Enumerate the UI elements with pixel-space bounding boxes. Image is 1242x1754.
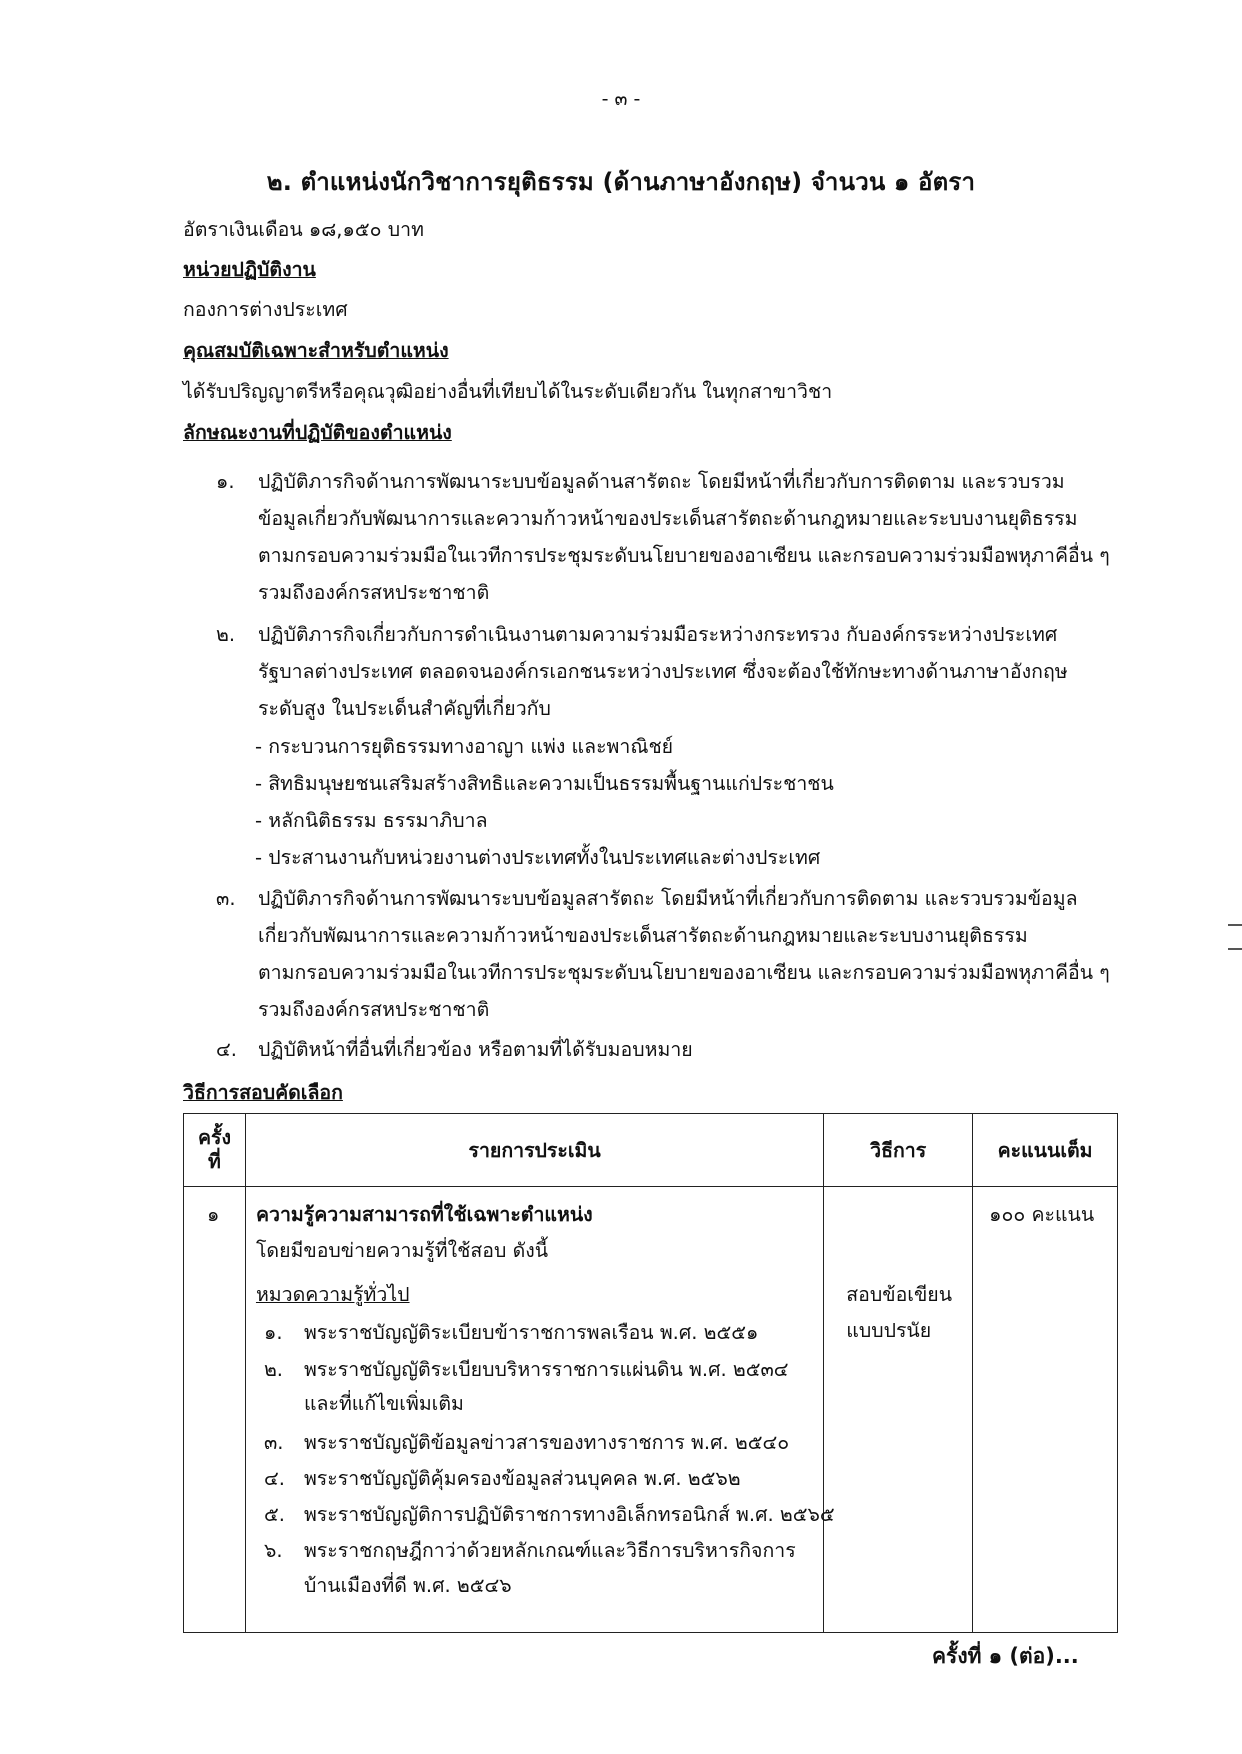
- unit-text: กองการต่างประเทศ: [183, 298, 348, 321]
- law-line: พระราชบัญญัติระเบียบบริหารราชการแผ่นดิน พ.ศ. ๒๕๓๔: [303, 1358, 789, 1381]
- table-header-row: [184, 1114, 1118, 1187]
- duty-line: ตามกรอบความร่วมมือในเวทีการประชุมระดับนโยบายของอาเซียน และกรอบความร่วมมือพหุภาคีอื่น ๆ: [258, 961, 1110, 984]
- law-line: พระราชบัญญัติคุ้มครองข้อมูลส่วนบุคคล พ.ศ. ๒๕๖๒: [303, 1467, 741, 1490]
- duty-line: รัฐบาลต่างประเทศ ตลอดจนองค์กรเอกชนระหว่างประเทศ ซึ่งจะต้องใช้ทักษะทางด้านภาษาอังกฤษ: [258, 660, 1068, 683]
- duty-bullet: - กระบวนการยุติธรรมทางอาญา แพ่ง และพาณิชย์: [255, 735, 674, 758]
- unit-heading: หน่วยปฏิบัติงาน: [183, 258, 316, 281]
- duty-number: ๒.: [216, 623, 236, 646]
- page-number: - ๓ -: [601, 88, 641, 110]
- cell-method: [824, 1187, 973, 1633]
- qualification-heading: คุณสมบัติเฉพาะสำหรับตำแหน่ง: [183, 339, 449, 362]
- qualification-text: ได้รับปริญญาตรีหรือคุณวุฒิอย่างอื่นที่เทียบได้ในระดับเดียวกัน ในทุกสาขาวิชา: [183, 380, 833, 403]
- header-round-line: ที่: [208, 1150, 221, 1173]
- header-round: [184, 1114, 246, 1187]
- duty-line: ปฏิบัติภารกิจด้านการพัฒนาระบบข้อมูลด้านสารัตถะ โดยมีหน้าที่เกี่ยวกับการติดตาม และรวบรวม: [258, 470, 1065, 493]
- method-line: สอบข้อเขียน: [846, 1283, 953, 1306]
- cell-score: [973, 1187, 1118, 1633]
- round-value: ๑: [207, 1203, 220, 1226]
- law-line: พระราชกฤษฎีกาว่าด้วยหลักเกณฑ์และวิธีการบริหารกิจการ: [303, 1539, 796, 1562]
- selection-heading: วิธีการสอบคัดเลือก: [183, 1081, 343, 1104]
- cell-item: [245, 1187, 835, 1633]
- law-line: พระราชบัญญัติข้อมูลข่าวสารของทางราชการ พ.ศ. ๒๕๔๐: [303, 1431, 790, 1454]
- scan-edge-mark: [1228, 948, 1242, 950]
- duties-heading: ลักษณะงานที่ปฏิบัติของตำแหน่ง: [183, 421, 452, 444]
- score-value: ๑๐๐ คะแนน: [989, 1203, 1095, 1226]
- duty-bullet: - หลักนิติธรรม ธรรมาภิบาล: [255, 809, 488, 832]
- law-number: ๔.: [263, 1467, 285, 1490]
- duty-bullet: - ประสานงานกับหน่วยงานต่างประเทศทั้งในประเทศและต่างประเทศ: [255, 846, 821, 869]
- exam-table: [183, 1113, 1118, 1633]
- duty-line: ปฏิบัติหน้าที่อื่นที่เกี่ยวข้อง หรือตามที่ได้รับมอบหมาย: [258, 1038, 693, 1061]
- cell-round: [184, 1187, 246, 1633]
- law-number: ๑.: [263, 1321, 283, 1344]
- duty-line: ข้อมูลเกี่ยวกับพัฒนาการและความก้าวหน้าของประเด็นสารัตถะด้านกฎหมายและระบบงานยุติธรรม: [258, 507, 1078, 530]
- table-row: [184, 1187, 1118, 1633]
- law-line: บ้านเมืองที่ดี พ.ศ. ๒๕๔๖: [303, 1574, 512, 1597]
- duty-number: ๓.: [216, 887, 236, 910]
- law-number: ๒.: [263, 1358, 284, 1381]
- header-item: รายการประเมิน: [245, 1114, 823, 1187]
- law-number: ๕.: [263, 1503, 285, 1526]
- duty-line: ปฏิบัติภารกิจด้านการพัฒนาระบบข้อมูลสารัตถะ โดยมีหน้าที่เกี่ยวกับการติดตาม และรวบรวมข้อมูล: [258, 887, 1078, 910]
- law-number: ๖.: [263, 1539, 283, 1562]
- duty-line: เกี่ยวกับพัฒนาการและความก้าวหน้าของประเด็นสารัตถะด้านกฎหมายและระบบงานยุติธรรม: [258, 924, 1028, 947]
- continuation-note: ครั้งที่ ๑ (ต่อ)...: [932, 1644, 1079, 1668]
- position-title: ๒. ตำแหน่งนักวิชาการยุติธรรม (ด้านภาษาอังกฤษ) จำนวน ๑ อัตรา: [266, 168, 976, 196]
- duty-bullet: - สิทธิมนุษยชนเสริมสร้างสิทธิและความเป็นธรรมพื้นฐานแก่ประชาชน: [255, 772, 834, 795]
- header-round-line: ครั้ง: [197, 1126, 231, 1149]
- item-title: ความรู้ความสามารถที่ใช้เฉพาะตำแหน่ง: [255, 1203, 593, 1226]
- duty-line: ปฏิบัติภารกิจเกี่ยวกับการดำเนินงานตามความร่วมมือระหว่างกระทรวง กับองค์กรระหว่างประเทศ: [258, 623, 1058, 646]
- item-category: หมวดความรู้ทั่วไป: [255, 1283, 410, 1306]
- duty-number: ๑.: [216, 470, 235, 493]
- scan-edge-mark: [1228, 924, 1242, 926]
- duty-line: รวมถึงองค์กรสหประชาชาติ: [258, 998, 490, 1021]
- law-number: ๓.: [263, 1431, 284, 1454]
- duty-line: ระดับสูง ในประเด็นสำคัญที่เกี่ยวกับ: [258, 697, 551, 720]
- header-score: คะแนนเต็ม: [973, 1114, 1118, 1187]
- duty-number: ๔.: [216, 1038, 237, 1061]
- salary-text: อัตราเงินเดือน ๑๘,๑๕๐ บาท: [183, 218, 424, 241]
- header-method: วิธีการ: [824, 1114, 973, 1187]
- method-line: แบบปรนัย: [846, 1319, 932, 1342]
- law-line: และที่แก้ไขเพิ่มเติม: [303, 1392, 464, 1415]
- duty-line: ตามกรอบความร่วมมือในเวทีการประชุมระดับนโยบายของอาเซียน และกรอบความร่วมมือพหุภาคีอื่น ๆ: [258, 544, 1110, 567]
- law-line: พระราชบัญญัติระเบียบข้าราชการพลเรือน พ.ศ. ๒๕๕๑: [303, 1321, 759, 1344]
- item-subtitle: โดยมีขอบข่ายความรู้ที่ใช้สอบ ดังนี้: [255, 1239, 549, 1262]
- law-line: พระราชบัญญัติการปฏิบัติราชการทางอิเล็กทรอนิกส์ พ.ศ. ๒๕๖๕: [303, 1503, 835, 1526]
- duty-line: รวมถึงองค์กรสหประชาชาติ: [258, 581, 490, 604]
